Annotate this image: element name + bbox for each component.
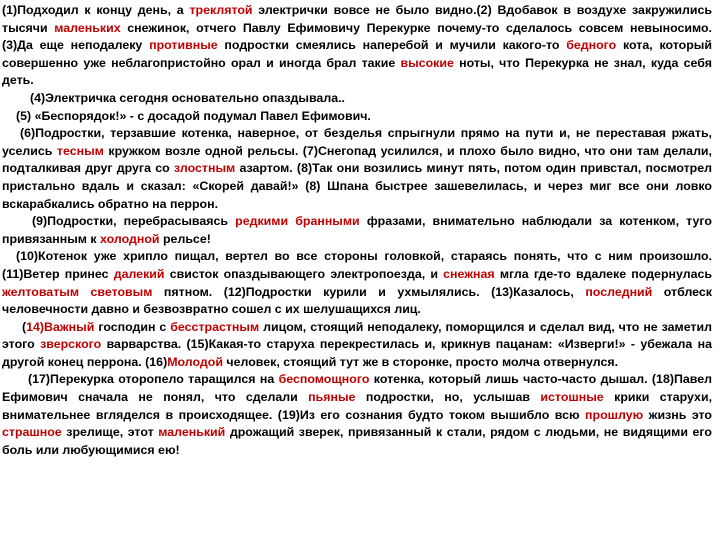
highlighted-word: страшное <box>2 425 62 440</box>
text-segment: электрички вовсе не было видно.(2) Вдобавок в воздухе закружились тысячи <box>2 3 712 35</box>
paragraph-8 <box>2 371 712 459</box>
highlighted-word: маленьких <box>54 20 121 35</box>
paragraph-2 <box>30 90 712 108</box>
text-segment: подростки смеялись наперебой и мучили какого-то <box>217 38 567 53</box>
text-segment: отблеск человечности давно и безвозвратно сошел с их шелушащихся лиц. <box>2 284 712 317</box>
text-segment: снежинок, отчего Павлу Ефимовичу Перекурке почему-то сделалось совсем невыносимо. (3)Да еще неподалеку <box>2 20 712 53</box>
highlighted-word: прошлую <box>585 407 644 422</box>
highlighted-word: противные <box>149 38 218 53</box>
text-segment: жизнь это <box>643 407 712 422</box>
text-segment: варварства. (15)Какая-то старуха перекрестилась и, крикнув пацанам: «Изверги!» - убежала на другой конец перрона. (16) <box>2 337 712 369</box>
text-segment: (9)Подростки, перебрасываясь <box>32 214 236 229</box>
highlighted-word: маленький <box>158 425 226 440</box>
text-segment: кружком возле одной рельсы. (7)Снегопад усилился, и плохо было видно, что они там делали, подталкивая друг друга со <box>2 143 712 176</box>
paragraph-5 <box>2 213 712 248</box>
text-segment: (17)Перекурка оторопело таращился на <box>28 372 279 387</box>
text-segment: ( <box>22 319 27 334</box>
text-segment: (5) «Беспорядок!» - с досадой подумал Павел Ефимович. <box>16 108 371 123</box>
text-segment: азартом. (8)Так они возились минут пять, потом один привстал, посмотрел пристально вдаль и сказал: «Скорей давай!» (8) Шпана быстрее зашевелилась, и через миг все они ловко вскарабкались обратно на перрон. <box>2 161 712 211</box>
text-segment: крики старухи, внимательнее вгляделся в происходящее. (19)Из его сознания будто током вышибло всю <box>2 390 713 422</box>
text-segment: (1)Подходил к концу день, а <box>2 3 190 17</box>
highlighted-word: далекий <box>113 266 165 281</box>
highlighted-word: пьяные <box>308 390 356 405</box>
highlighted-word: тесным <box>56 143 104 158</box>
highlighted-word: истошные <box>540 390 604 405</box>
text-segment: рельсе! <box>159 231 211 246</box>
paragraph-1 <box>2 2 712 90</box>
paragraph-3 <box>16 108 712 126</box>
highlighted-word: зверского <box>40 337 102 352</box>
highlighted-word: последний <box>585 284 653 299</box>
highlighted-word: Молодой <box>167 354 223 369</box>
highlighted-word: треклятой <box>189 3 253 17</box>
text-segment: котенка, который лишь часто-часто дышал. (18)Павел Ефимович сначала не понял, что сделали <box>2 372 712 405</box>
text-segment: (6)Подростки, терзавшие котенка, наверное, от безделья спрыгнули прямо на пути и, не переставая ржать, уселись <box>2 126 712 158</box>
highlighted-word: 14)Важный <box>26 319 95 334</box>
paragraph-7 <box>2 319 712 372</box>
text-segment: дрожащий зверек, привязанный к стали, рядом с людьми, не видящими его боль или любующимися ею! <box>2 425 712 457</box>
highlighted-word: редкими бранными <box>235 214 360 229</box>
highlighted-word: высокие <box>400 55 454 70</box>
text-segment: ноты, что Перекурка не знал, куда себя деть. <box>2 55 712 88</box>
paragraph-4 <box>2 125 712 213</box>
text-segment: лицом, стоящий неподалеку, поморщился и сделал вид, что не заметил этого <box>2 319 712 352</box>
text-segment: (4)Электричка сегодня основательно опаздывала.. <box>30 90 345 105</box>
text-segment: господин с <box>94 319 171 334</box>
text-segment: кота, который совершенно уже неблагопристойно орал и иногда брал такие <box>2 38 713 70</box>
highlighted-word: злостным <box>173 161 236 176</box>
highlighted-word: бесстрастным <box>170 319 260 334</box>
highlighted-word: бедного <box>566 38 617 53</box>
text-segment: подростки, но, услышав <box>355 390 541 405</box>
text-segment: пятном. (12)Подростки курили и ухмылялись. (13)Казалось, <box>152 284 586 299</box>
paragraph-6 <box>2 248 712 318</box>
text-segment: (10)Котенок уже хрипло пищал, вертел во все стороны головкой, стараясь понять, что с ним произошло. (11)Ветер принес <box>2 249 712 281</box>
text-segment: фразами, внимательно наблюдали за котенком, туго привязанным к <box>2 214 712 246</box>
highlighted-word: желтоватым световым <box>2 284 153 299</box>
highlighted-word: снежная <box>443 266 495 281</box>
text-segment: свисток опаздывающего электропоезда, и <box>164 266 444 281</box>
highlighted-word: холодной <box>100 231 160 246</box>
text-segment: мгла где-то вдалеке подернулась <box>494 266 713 281</box>
text-segment: зрелище, этот <box>61 425 159 440</box>
highlighted-word: беспомощного <box>278 372 370 387</box>
text-segment: человек, стоящий тут же в сторонке, просто молча отвернулся. <box>222 354 619 369</box>
